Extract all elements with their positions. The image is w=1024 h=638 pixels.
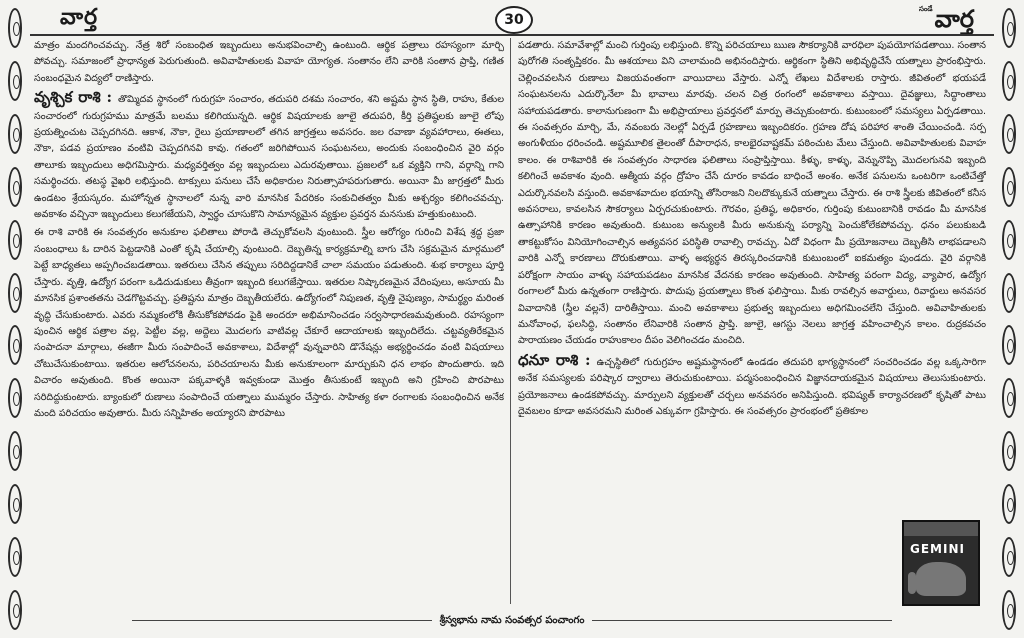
page-number: 30 [495,6,533,34]
page-footer [0,614,1024,628]
scorpio-section [34,89,504,223]
elephant-icon [916,562,966,596]
scorpio-paragraph-2: ఈ రాశి వారికి ఈ సంవత్సరం అనుకూల ఫలితాలు పోరాడి తెచ్చుకోవలసి వుంటుంది. స్త్రీల ఆరోగ్యం గురించి విశేష శ్రద్ధ ప్రజా సంబంధాలు ఓ దారిన పెట్టడానికి ఎంతో కృషి చేయాల్సి వుంటుంది. దెబ్బతిన్న కార్యక్రమాల్ని బాగు చేసి సక్రమమైన మార్గములో పెట్టే బాధ్యతలు అప్పగించబడతాయి. ఇతరులు చేసిన తప్పులు సరిదిద్దడానికే చాలా సమయం పడుతుంది. శుభ కార్యాలు పూర్తి చేస్తారు. వృత్తి, ఉద్యోగ పరంగా ఒడిదుడుకులు తీవ్రంగా ఇబ్బంది కలుగజేస్తాయి. ఇతరుల నిష్కారణమైన వేదింపులు, అసూయ మీ మానసిక ప్రశాంతతను చెడగొట్టవచ్చు. ప్రతిష్టను మాత్రం దెబ్బతీయలేరు. ఉద్యోగంలో నిపుణత, వృత్తి నైపుణ్యం, సామర్థ్యం మరింత వృద్ధి చేసుకుంటారు. ఎవరు నమ్మకంలోకి తీసుకోకపోవడం పైకి అందరూ అభిమానించడం సర్వసాధారణమవుతుంది. రహస్యంగా పుంచిన ఆర్థిక పత్రాల వల్ల, పెట్టీల వల్ల, అద్దెలు మొదలగు వాటివల్ల చేకూరే ఆదాయాలకు ఇబ్బందిలేదు. చట్టవ్యతిరేకమైన సంపాదనా మార్గాలు, ఈజీగా మీరు సంపాదించే అవకాశాలు, విదేశాల్లో వున్నవారిని డొనేషన్లు అభ్యర్థించడం వంటి విషయాలు చోటుచేసుకుంటాయి. ఇతరుల ఆలోచనలను, పరిచయాలను మీకు అనుకూలంగా మార్చుకుని ధన లాభం పొందుతారు. ఇది విచారం అవుతుంది. కొంత అయినా పక్కవాళ్ళకి ఇవ్వకుండా మొత్తం తీసుకుంటే ఇబ్బంది అని గ్రహించి పొరపాటు సరిదిద్దుకుంటారు. బ్యాంకులో రుణాలు సంపాదించే యత్నాలు ముమ్మరం చేస్తారు. సాహిత్య కళా రంగాలకు సంబంధించిన అనేక మంది పరిచయం అవుతారు. మీరు సన్నిహితం అయ్యారని పొరపాటు [34,227,504,419]
footer-rule-right [592,620,892,621]
sagittarius-section [518,352,986,421]
left-column [34,38,504,604]
scorpio-heading: వృశ్చిక రాశి : [34,88,112,107]
header-rule [30,34,994,36]
ad-box-lid [904,522,978,536]
scorpio-paragraph-1: తొమ్మిదవ స్థానంలో గురుగ్రహ సంచారం, తదుపరి దశమ సంచారం, శని అష్టమ స్థాన స్థితి, రాహు, కేతుల సంచారంలో గురుగ్రహము మాత్రమే బలము కలిగియున్నది. ఆర్థిక విషయాలకు జూలై తదుపరి, కీర్తి ప్రతిష్ఠలకు జూలై లోపు ప్రయత్నించుట చెప్పదగినది. ఆకాశ, నౌకా, రైలు ప్రయాణాలలో తగిన జాగ్రత్తలు అవసరం. జల రవాణా వ్యవహారాలు, ఈతలు, నౌకా, పడవ ప్రయాణం వంటివి చెప్పదగినవి కావు. గతంలో జరిగిపోయిన సంఘటనలు, అందుకు సంబంధించిన వైరి వర్గం తాలూకు ఇబ్బందులు అధిగమిస్తారు. మధ్యవర్తిత్వం వల్ల ఇబ్బందులు ఎదురవుతాయి. ప్రజలలో ఒక వ్యక్తిని గాని, వర్గాన్ని గాని సమర్థించరు. తటస్థ వైఖరి లభిస్తుంది. టాక్సులు పనులు చేసే అధికారుల నిరుత్సాహపరుగుతారు. అయినా మీ జాగ్రత్తలో మీరు ఉండటం శ్రేయస్కరం. మహోన్నత స్థానాలలో నున్న వారి మానసిక పేదరికం సంకుచితత్వం మీకు ఆశ్చర్యం కలిగించవచ్చు. అవకాశం వచ్చినా ఇబ్బందులు కలుగజేయని, స్వార్థం చూసుకొని సామాన్యమైన వ్యక్తుల ప్రవర్తన మనసుకు హత్తుకుంటుంది. [34,94,504,221]
footer-rule-left [132,620,432,621]
sagittarius-paragraph-1: ఉచ్చస్థితిలో గురుగ్రహం అష్టమస్థానంలో ఉండడం తదుపరి భాగ్యస్థానంలో సంచరించడం వల్ల ఒక్కసారిగా అనేక సమస్యలకు పరిష్కార ద్వారాలు తెరుచుకుంటాయి. పద్మసంబంధించిన విజ్ఞానదాయకమైన విషయాలు తెలుసుకుంటారు. ప్రయోజనాలు ఉండకపోవచ్చు. మార్పులని వ్యక్తులతో చర్చలు అనవసరం అనిపిస్తుంది. భవిష్యత్ కార్యాచరణలో కృషితో పాటు దైవబలం కూడా అవసరమని మరింత ఎక్కువగా గ్రహిస్తారు. ఈ సంవత్సరం ప్రారంభంలో ప్రతికూల [518,356,986,417]
right-ornament-border [998,8,1020,630]
publication-logo-left: వార్త [60,4,99,30]
footer-text: శ్రీస్వభాను నామ సంవత్సర పంచాంగం [439,615,585,626]
left-ornament-border [4,8,26,630]
right-intro-paragraph: పడతారు. సమావేశాల్లో మంచి గుర్తింపు లభిస్తుంది. కొన్ని పరిచయాలు ఋణ సౌకర్యానికి వారధిలా పుపయోగపడతాయి. సంతాన పురోగతి సంతృప్తికరం. మీ ఆశయాలు విని చాలామంది అభినందిస్తారు. ఆర్థికంగా స్థితిని అభివృద్ధిచేసే యత్నాలు ప్రారంభిస్తారు. చెల్లించవలసిన రుణాలు విజయవంతంగా వాయిదాలు వేస్తారు. ఎన్నో లేఖలు విదేశాలకు రాస్తారు. జీవితంలో భయపడే సంఘటనలను ఎదుర్కొనేలా మీ భావాలు మారవు. చలన చిత్ర రంగంలో అవకాశాలు వస్తాయి. దైవజ్ఞులు, సిద్ధాంతాలు సహాయపడతారు. కాలానుగుణంగా మీ అభిప్రాయాలు ప్రవర్తనలో మార్పు తెచ్చుకుంటారు. కుటుంబంలో సమస్యలు ఏర్పడతాయి. ఈ సంవత్సరం మార్చి, మే, నవంబరు నెలల్లో ఏర్పడే గ్రహణాలు ఇబ్బందికరం. గ్రహణ దోష పరిహార శాంతి చేయించండి. సర్ప అంగుళీయం ధరించండి. అష్టమూలిక తైలంతో దీపారాధన, కాలభైరవాష్టకమ్ పఠించుట మేలు చేస్తుంది. అవివాహితులకు వివాహ కాలం. ఈ రాశివారికి ఈ సంవత్సరం సాధారణ ఫలితాలు సంప్రాప్తిస్తాయి. కీళ్ళు, కాళ్ళు, వెన్నునొప్పి మొదలగునవి ఇబ్బంది కలిగించే అవకాశం వుంది. ఆత్మీయ వర్గం ద్రోహం చేసే దూరం కావడం బాధించే అంశం. అనేక పనులను ఒంటరిగా ఒంటిచేత్తో ఎదుర్కొనవలసి వస్తుంది. అవకాశవాదుల భయాన్ని తోసిరాజని నిలదొక్కుకునే యత్నాలు చేస్తారు. ఈ రాశి స్త్రీలకు జీవితంలో కనీస అవసరాలు, కావలసిన సౌకర్యాలు ఏర్పరచుకుంటారు. గౌరవం, ప్రతిష్ఠ, అధికారం, గుర్తింపు కుటుంబానికి రావడం మీ మానసిక ఉత్సాహానికి కారణం అవుతుంది. కుటుంబ అన్యులకి మీరు అనుకున్న పర్యాన్ని పెంచుకోలేకపోవచ్చు. ధనం పలుకుబడి తాకట్టుకోసం వినియోగించాల్సిన అత్యవసర పరిస్థితి రావాల్సి రావచ్చు. ఏదో విధంగా మీ ప్రయోజనాలు దెబ్బతీసి లాభపడాలని వారికి ఎన్నో కారణాలు దొరుకుతాయి. వాళ్ళ అభ్యర్థన తిరస్కరించడానికి కుటుంబంలో ఐకమత్యం పుండదు. వైరి వర్గానికి పరోక్షంగా సాయం వాళ్ళు సహాయపడటం మానసిక వేదనకు కారణం అవుతుంది. సాహిత్య పరంగా విద్య, వ్యాపార, ఉద్యోగ రంగాలలో మీరు ఉన్నతంగా రాణిస్తారు. పొదుపు ప్రయత్నాలు కొంత ఫలిస్తాయి. మీకు రావల్సిన అవార్డులు, రివార్డులు అనవసర వివాదానికి (స్త్రీల వల్లనే) దారితీస్తాయి. మంచి అవకాశాలు ప్రభుత్వ ఇబ్బందులు అధిగమించలేని చేస్తుంది. అవివాహితులకు మనోవాంఛ, ఫలసిద్ధి, సంతానం లేనివారికి సంతాన ప్రాప్తి. జూలై, ఆగస్టు నెలలు జాగ్రత్త వహించాల్సిన కాలం. రుద్రకవచం పారాయణం చేయడం రాహుకాలం దీపం వెలిగించడం మంచిది. [518,40,986,347]
column-divider [510,38,511,604]
left-intro-paragraph: మాత్రం మందగించవచ్చు. నేత్ర శిరో సంబంధిత ఇబ్బందులు అనుభవించాల్సి ఉంటుంది. ఆర్థిక పత్రాలు రహస్యంగా మార్చి పోవచ్చు. సమాజంలో ప్రాధాన్యత పెరుగుతుంది. అవివాహితులకు వివాహ యోగ్యత. సంతానం లేని వారికి సంతాన ప్రాప్తి, గణిత సంబంధమైన విద్యలో రాణిస్తారు. [34,40,504,84]
logo-right-text: వార్త [934,4,974,33]
ad-brand-name: GEMINI [910,542,965,556]
logo-right-small: సండే [918,4,933,13]
sagittarius-heading: ధనూ రాశి : [518,350,591,369]
gemini-advertisement [902,520,980,606]
